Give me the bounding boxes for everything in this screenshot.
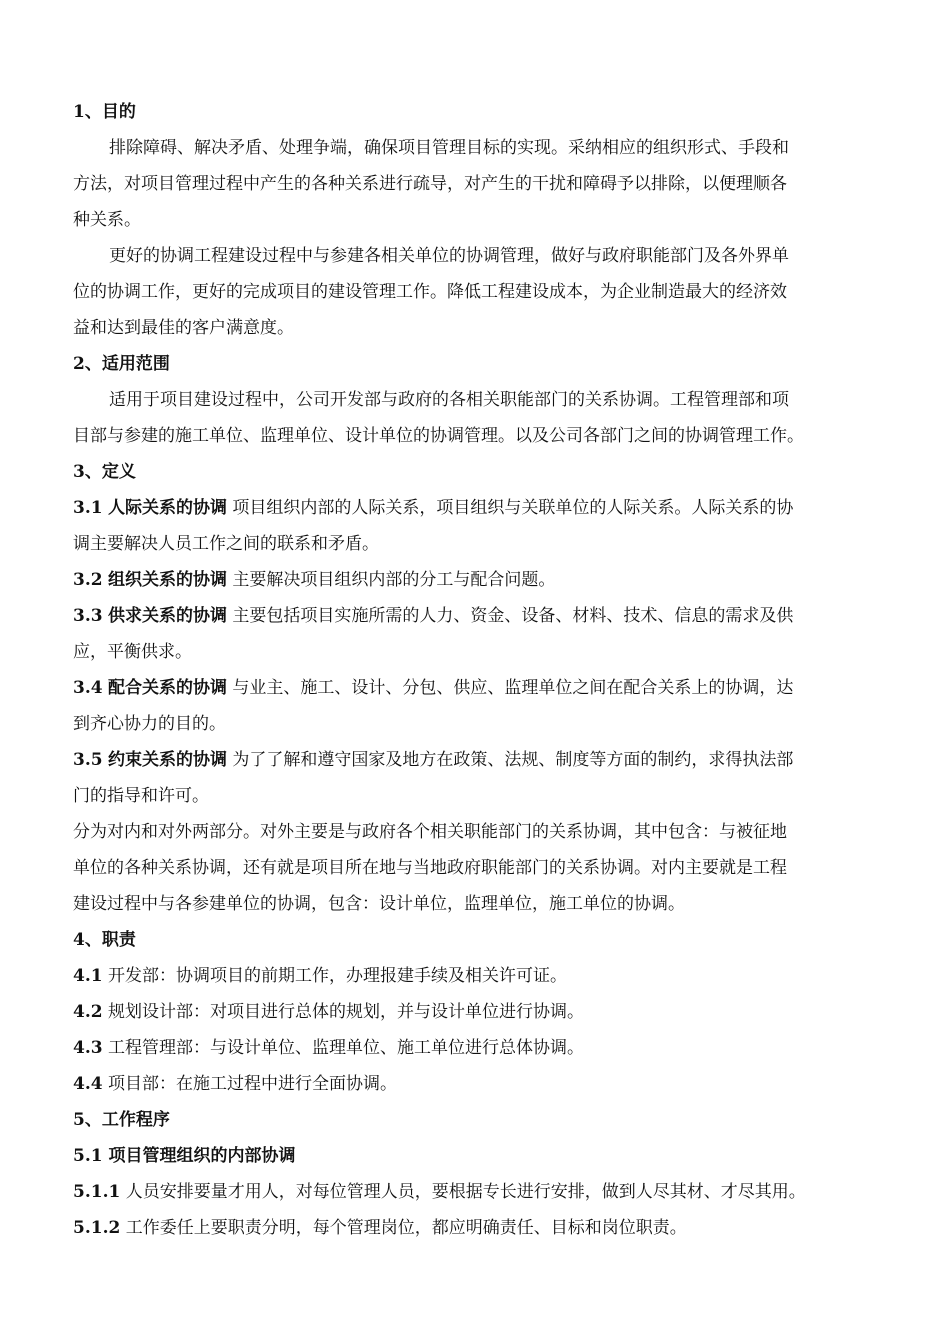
definition-3-3: [73, 598, 881, 670]
text-line: 位的协调工作，更好的完成项目的建设管理工作。降低工程建设成本，为企业制造最大的经济效: [73, 282, 787, 302]
text-line: 分为对内和对外两部分。对外主要是与政府各个相关职能部门的关系协调，其中包含：与被征地: [73, 822, 787, 842]
definition-text: 与业主、施工、设计、分包、供应、监理单位之间在配合关系上的协调，达: [226, 678, 794, 698]
responsibility-4-2: [73, 994, 881, 1030]
item-number: 5.1.2: [73, 1218, 121, 1238]
text-line: 应，平衡供求。: [73, 642, 192, 662]
definition-term: 约束关系的协调: [107, 750, 227, 770]
responsibility-text: 项目部：在施工过程中进行全面协调。: [102, 1074, 397, 1094]
text-line: 方法，对项目管理过程中产生的各种关系进行疏导，对产生的干扰和障碍予以排除，以便理顺各: [73, 174, 787, 194]
text-line: [73, 742, 881, 778]
procedure-5-1-2: [73, 1210, 881, 1246]
text-line: 到齐心协力的目的。: [73, 714, 226, 734]
text-line: 更好的协调工程建设过程中与参建各相关单位的协调管理，做好与政府职能部门及各外界单: [109, 246, 789, 266]
definition-text: 主要解决项目组织内部的分工与配合问题。: [226, 570, 556, 590]
text-line: [73, 598, 881, 634]
item-number: 4.4: [73, 1074, 103, 1094]
definition-term: 配合关系的协调: [107, 678, 227, 698]
responsibility-4-1: [73, 958, 881, 994]
procedure-5-1-1: [73, 1174, 881, 1210]
paragraph-internal-external: [73, 814, 881, 922]
responsibility-text: 开发部：协调项目的前期工作，办理报建手续及相关许可证。: [102, 966, 567, 986]
responsibility-4-4: [73, 1066, 881, 1102]
responsibility-4-3: [73, 1030, 881, 1066]
item-number: 3.1: [73, 498, 103, 518]
item-number: 3.4: [73, 678, 103, 698]
item-number: 4.1: [73, 966, 103, 986]
responsibility-text: 规划设计部：对项目进行总体的规划，并与设计单位进行协调。: [102, 1002, 584, 1022]
definition-text: 为了了解和遵守国家及地方在政策、法规、制度等方面的制约，求得执法部: [226, 750, 794, 770]
procedure-text: 人员安排要量才用人，对每位管理人员，要根据专长进行安排，做到人尽其材、才尽其用。: [120, 1182, 806, 1202]
item-number: 4.2: [73, 1002, 103, 1022]
section-heading-responsibilities: 4、职责: [73, 930, 136, 950]
definition-term: 供求关系的协调: [107, 606, 227, 626]
item-number: 4.3: [73, 1038, 103, 1058]
document-body: [73, 94, 881, 1246]
text-line: 门的指导和许可。: [73, 786, 209, 806]
item-number: 3.5: [73, 750, 103, 770]
definition-text: 主要包括项目实施所需的人力、资金、设备、材料、技术、信息的需求及供: [226, 606, 794, 626]
definition-3-4: [73, 670, 881, 742]
text-line: [73, 490, 881, 526]
definition-3-5: [73, 742, 881, 814]
subsection-heading-internal-coordination: 5.1 项目管理组织的内部协调: [73, 1146, 296, 1166]
text-line: 调主要解决人员工作之间的联系和矛盾。: [73, 534, 379, 554]
text-line: 建设过程中与各参建单位的协调，包含：设计单位，监理单位，施工单位的协调。: [73, 894, 685, 914]
text-line: 适用于项目建设过程中，公司开发部与政府的各相关职能部门的关系协调。工程管理部和项: [109, 390, 789, 410]
text-line: 目部与参建的施工单位、监理单位、设计单位的协调管理。以及公司各部门之间的协调管理工作。: [73, 426, 804, 446]
definition-3-1: [73, 490, 881, 562]
definition-term: 组织关系的协调: [107, 570, 227, 590]
definition-term: 人际关系的协调: [107, 498, 227, 518]
definition-text: 项目组织内部的人际关系，项目组织与关联单位的人际关系。人际关系的协: [226, 498, 794, 518]
item-number: 5.1.1: [73, 1182, 121, 1202]
procedure-text: 工作委任上要职责分明，每个管理岗位，都应明确责任、目标和岗位职责。: [120, 1218, 687, 1238]
definition-3-2: [73, 562, 881, 598]
text-line: 益和达到最佳的客户满意度。: [73, 318, 294, 338]
paragraph-purpose-2: [73, 238, 881, 346]
text-line: [73, 562, 881, 598]
responsibility-text: 工程管理部：与设计单位、监理单位、施工单位进行总体协调。: [102, 1038, 584, 1058]
item-number: 3.3: [73, 606, 103, 626]
paragraph-purpose-1: [73, 130, 881, 238]
section-heading-purpose: 1、目的: [73, 102, 136, 122]
section-heading-scope: 2、适用范围: [73, 354, 170, 374]
text-line: [73, 670, 881, 706]
text-line: 排除障碍、解决矛盾、处理争端，确保项目管理目标的实现。采纳相应的组织形式、手段和: [109, 138, 789, 158]
text-line: 单位的各种关系协调，还有就是项目所在地与当地政府职能部门的关系协调。对内主要就是工程: [73, 858, 787, 878]
section-heading-definitions: 3、定义: [73, 462, 136, 482]
section-heading-procedure: 5、工作程序: [73, 1110, 170, 1130]
paragraph-scope: [73, 382, 881, 454]
item-number: 3.2: [73, 570, 103, 590]
text-line: 种关系。: [73, 210, 141, 230]
